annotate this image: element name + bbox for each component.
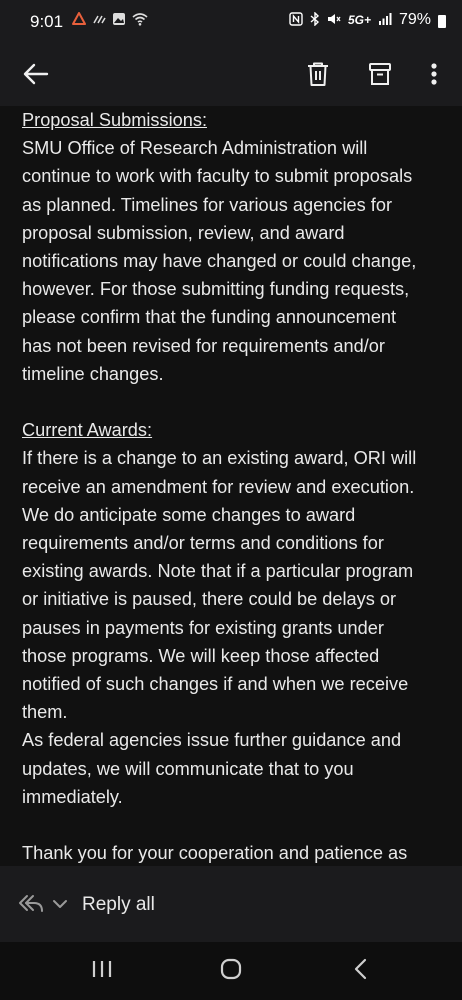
reply-all-label: Reply all bbox=[82, 894, 155, 915]
body-line: has not been revised for requirements and/or bbox=[22, 335, 385, 356]
status-bar bbox=[0, 0, 462, 44]
closing-line: Thank you for your cooperation and patience as bbox=[22, 843, 408, 864]
body-line: SMU Office of Research Administration will bbox=[22, 138, 368, 159]
reply-all-icon bbox=[18, 893, 44, 918]
body-line: as planned. Timelines for various agencies for bbox=[22, 194, 393, 215]
body-line: updates, we will communicate that to you bbox=[22, 758, 354, 779]
body-line: immediately. bbox=[22, 786, 123, 807]
wifi-calling-icon bbox=[92, 12, 106, 31]
nav-back-button[interactable] bbox=[340, 956, 380, 986]
email-body-text bbox=[22, 106, 442, 866]
body-line: or initiative is paused, there could be delays or bbox=[22, 589, 397, 610]
status-left-icons bbox=[72, 12, 148, 31]
body-line: As federal agencies issue further guidance and bbox=[22, 730, 402, 751]
body-line: please confirm that the funding announcement bbox=[22, 307, 397, 328]
archive-icon bbox=[368, 62, 392, 91]
body-line: requirements and/or terms and conditions for bbox=[22, 533, 384, 554]
email-body[interactable] bbox=[0, 106, 462, 866]
proposal-submissions-heading: Proposal Submissions: bbox=[22, 110, 207, 130]
battery-percent: 79% bbox=[398, 11, 431, 28]
body-line: proposal submission, review, and award bbox=[22, 222, 345, 243]
archive-button[interactable] bbox=[360, 56, 400, 96]
paragraph-spacer bbox=[22, 388, 442, 416]
body-line: those programs. We will keep those affected bbox=[22, 645, 380, 666]
status-right-icons bbox=[289, 11, 446, 29]
current-awards-heading: Current Awards: bbox=[22, 420, 153, 441]
body-line: We do anticipate some changes to award bbox=[22, 504, 356, 525]
wifi-icon bbox=[132, 12, 148, 31]
back-icon bbox=[353, 958, 367, 985]
body-line: receive an amendment for review and execution. bbox=[22, 476, 415, 497]
alert-triangle-icon bbox=[72, 12, 86, 31]
image-icon bbox=[112, 12, 126, 31]
home-button[interactable] bbox=[211, 956, 251, 986]
home-icon bbox=[219, 957, 243, 986]
status-time: 9:01 bbox=[30, 12, 64, 31]
body-line: continue to work with faculty to submit proposals bbox=[22, 166, 413, 187]
body-line: notified of such changes if and when we receive bbox=[22, 674, 409, 695]
paragraph-spacer bbox=[22, 811, 442, 839]
chevron-down-icon bbox=[52, 896, 68, 914]
back-arrow-icon bbox=[23, 63, 49, 90]
battery-icon bbox=[438, 15, 446, 28]
nfc-icon bbox=[289, 12, 303, 29]
recents-icon bbox=[91, 959, 113, 984]
bluetooth-icon bbox=[310, 12, 320, 29]
more-options-button[interactable] bbox=[414, 56, 454, 96]
reply-all-button[interactable] bbox=[18, 890, 155, 920]
trash-icon bbox=[306, 61, 330, 92]
more-vert-icon bbox=[430, 62, 438, 91]
body-line: timeline changes. bbox=[22, 363, 164, 384]
body-line: If there is a change to an existing award, ORI will bbox=[22, 448, 417, 469]
signal-icon bbox=[378, 12, 392, 29]
body-line: notifications may have changed or could change, bbox=[22, 251, 417, 272]
mute-icon bbox=[327, 12, 341, 29]
body-line: pauses in payments for existing grants under bbox=[22, 617, 384, 638]
back-button[interactable] bbox=[16, 56, 56, 96]
body-line: them. bbox=[22, 702, 68, 723]
body-line: existing awards. Note that if a particular program bbox=[22, 561, 414, 582]
network-type: 5G+ bbox=[347, 13, 371, 27]
body-line: however. For those submitting funding requests, bbox=[22, 279, 410, 300]
recents-button[interactable] bbox=[82, 956, 122, 986]
email-toolbar bbox=[0, 44, 462, 106]
delete-button[interactable] bbox=[298, 56, 338, 96]
reply-bar bbox=[0, 866, 462, 942]
system-nav-bar bbox=[0, 942, 462, 1000]
